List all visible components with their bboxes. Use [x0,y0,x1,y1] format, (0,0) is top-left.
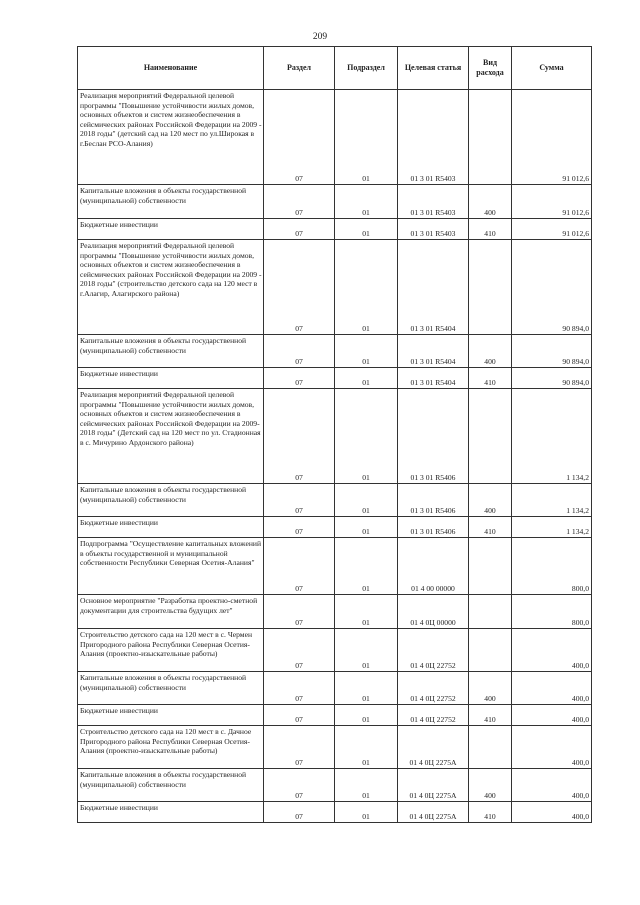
row-section: 07 [264,517,335,538]
row-name-text: Строительство детского сада на 120 мест в с. Дачное Пригородного района Республики Северная Осетия-Алания (проектно-изыскательные работы) [80,727,252,755]
row-section: 07 [264,185,335,219]
row-expense-type: 410 [469,705,512,726]
row-target-article: 01 4 0Ц 2275А [398,769,469,802]
row-subsection: 01 [335,368,398,389]
row-name [78,538,264,595]
table-row [78,90,592,185]
row-name-text: Капитальные вложения в объекты государственной (муниципальной) собственности [80,770,247,789]
row-subsection: 01 [335,389,398,484]
row-expense-type [469,726,512,769]
row-name [78,484,264,517]
row-target-article: 01 4 00 00000 [398,538,469,595]
row-expense-type [469,595,512,629]
row-section: 07 [264,595,335,629]
row-name [78,90,264,185]
row-subsection: 01 [335,595,398,629]
row-expense-type [469,629,512,672]
row-name [78,185,264,219]
row-expense-type: 400 [469,484,512,517]
row-name [78,219,264,240]
row-name-text: Бюджетные инвестиции [80,220,158,229]
row-expense-type: 400 [469,769,512,802]
row-target-article: 01 3 01 R5406 [398,484,469,517]
row-expense-type: 410 [469,368,512,389]
table-row [78,389,592,484]
row-name-text: Капитальные вложения в объекты государственной (муниципальной) собственности [80,336,247,355]
row-section: 07 [264,726,335,769]
row-target-article: 01 4 0Ц 00000 [398,595,469,629]
row-name-text: Основное мероприятие "Разработка проектно-сметной документации для строительства будущих лет" [80,596,258,615]
row-expense-type [469,90,512,185]
row-target-article: 01 4 0Ц 2275А [398,726,469,769]
row-amount: 400,0 [512,769,592,802]
row-section: 07 [264,705,335,726]
row-name [78,672,264,705]
row-section: 07 [264,368,335,389]
row-amount: 90 894,0 [512,335,592,368]
row-subsection: 01 [335,484,398,517]
row-name [78,389,264,484]
row-name-text: Капитальные вложения в объекты государственной (муниципальной) собственности [80,485,247,504]
header-amount: Сумма [512,47,592,90]
table-row [78,538,592,595]
row-name [78,240,264,335]
row-name [78,705,264,726]
row-name [78,517,264,538]
header-subsection: Подраздел [335,47,398,90]
table-row [78,185,592,219]
row-section: 07 [264,629,335,672]
row-name-text: Бюджетные инвестиции [80,803,158,812]
row-name-text: Реализация мероприятий Федеральной целевой программы "Повышение устойчивости жилых домов, основных объектов и систем жизнеобеспечения в сейсмических районах Российской Федерации на 2009 - 2018 годы" (строительство детского сада на 120 мест в г.Алагир, Алагирского района) [80,241,262,298]
row-section: 07 [264,335,335,368]
row-section: 07 [264,802,335,823]
row-name-text: Реализация мероприятий Федеральной целевой программы "Повышение устойчивости жилых домов, основных объектов и систем жизнеобеспечения в сейсмических районах Российской Федерации на 2009-2018 годы" (Детский сад на 120 мест по ул. Стадионная в с. Мичурино Ардонского района) [80,390,261,447]
table-row [78,368,592,389]
row-name [78,769,264,802]
row-name [78,335,264,368]
row-amount: 90 894,0 [512,368,592,389]
row-expense-type [469,389,512,484]
row-amount: 1 134,2 [512,517,592,538]
row-amount: 91 012,6 [512,185,592,219]
header-name: Наименование [78,47,264,90]
table-row [78,517,592,538]
table-row [78,219,592,240]
row-subsection: 01 [335,802,398,823]
row-amount: 800,0 [512,595,592,629]
table-row [78,672,592,705]
row-expense-type: 400 [469,185,512,219]
row-subsection: 01 [335,769,398,802]
table-row [78,484,592,517]
row-target-article: 01 3 01 R5403 [398,185,469,219]
page-number: 209 [312,32,328,42]
row-section: 07 [264,240,335,335]
row-name [78,802,264,823]
row-subsection: 01 [335,240,398,335]
row-expense-type: 410 [469,517,512,538]
row-subsection: 01 [335,517,398,538]
row-name-text: Реализация мероприятий Федеральной целевой программы "Повышение устойчивости жилых домов, основных объектов и систем жизнеобеспечения в сейсмических районах Российской Федерации на 2009 - 2018 годы" (детский сад на 120 мест по ул.Широкая в г.Беслан РСО-Алания) [80,91,262,148]
row-amount: 400,0 [512,802,592,823]
row-section: 07 [264,672,335,705]
row-name-text: Бюджетные инвестиции [80,369,158,378]
budget-table [77,46,592,823]
row-expense-type: 400 [469,335,512,368]
row-subsection: 01 [335,90,398,185]
row-name [78,595,264,629]
row-amount: 400,0 [512,629,592,672]
row-target-article: 01 3 01 R5403 [398,219,469,240]
row-amount: 91 012,6 [512,90,592,185]
header-expense-type: Вид расхода [469,47,512,90]
row-target-article: 01 3 01 R5404 [398,240,469,335]
row-amount: 1 134,2 [512,389,592,484]
row-target-article: 01 4 0Ц 22752 [398,629,469,672]
row-target-article: 01 3 01 R5406 [398,517,469,538]
table-row [78,726,592,769]
row-name-text: Строительство детского сада на 120 мест в с. Чермен Пригородного района Республики Северная Осетия-Алания (проектно-изыскательные работы) [80,630,253,658]
row-target-article: 01 3 01 R5404 [398,335,469,368]
row-name-text: Капитальные вложения в объекты государственной (муниципальной) собственности [80,186,247,205]
row-expense-type [469,240,512,335]
row-section: 07 [264,90,335,185]
table-row [78,240,592,335]
row-subsection: 01 [335,335,398,368]
row-target-article: 01 4 0Ц 22752 [398,705,469,726]
row-name [78,726,264,769]
row-name-text: Бюджетные инвестиции [80,518,158,527]
row-section: 07 [264,389,335,484]
header-section: Раздел [264,47,335,90]
row-name-text: Подпрограмма "Осуществление капитальных вложений в объекты государственной и муниципальной собственности Республики Северная Осетия-Алания" [80,539,262,567]
row-target-article: 01 3 01 R5404 [398,368,469,389]
row-subsection: 01 [335,538,398,595]
table-row [78,769,592,802]
row-amount: 91 012,6 [512,219,592,240]
row-amount: 800,0 [512,538,592,595]
row-target-article: 01 4 0Ц 22752 [398,672,469,705]
row-subsection: 01 [335,705,398,726]
row-name-text: Бюджетные инвестиции [80,706,158,715]
row-subsection: 01 [335,629,398,672]
table-row [78,629,592,672]
table-row [78,705,592,726]
row-name [78,368,264,389]
header-target-article: Целевая статья [398,47,469,90]
row-target-article: 01 3 01 R5403 [398,90,469,185]
table-row [78,335,592,368]
row-subsection: 01 [335,672,398,705]
row-section: 07 [264,769,335,802]
row-section: 07 [264,484,335,517]
table-row [78,802,592,823]
row-name-text: Капитальные вложения в объекты государственной (муниципальной) собственности [80,673,247,692]
row-expense-type [469,538,512,595]
row-target-article: 01 4 0Ц 2275А [398,802,469,823]
row-amount: 400,0 [512,726,592,769]
header-row [78,47,592,90]
row-subsection: 01 [335,185,398,219]
row-target-article: 01 3 01 R5406 [398,389,469,484]
row-section: 07 [264,219,335,240]
row-name [78,629,264,672]
row-subsection: 01 [335,219,398,240]
row-expense-type: 410 [469,219,512,240]
row-amount: 400,0 [512,672,592,705]
row-expense-type: 400 [469,672,512,705]
row-amount: 400,0 [512,705,592,726]
row-section: 07 [264,538,335,595]
row-amount: 1 134,2 [512,484,592,517]
row-expense-type: 410 [469,802,512,823]
table-row [78,595,592,629]
row-amount: 90 894,0 [512,240,592,335]
row-subsection: 01 [335,726,398,769]
